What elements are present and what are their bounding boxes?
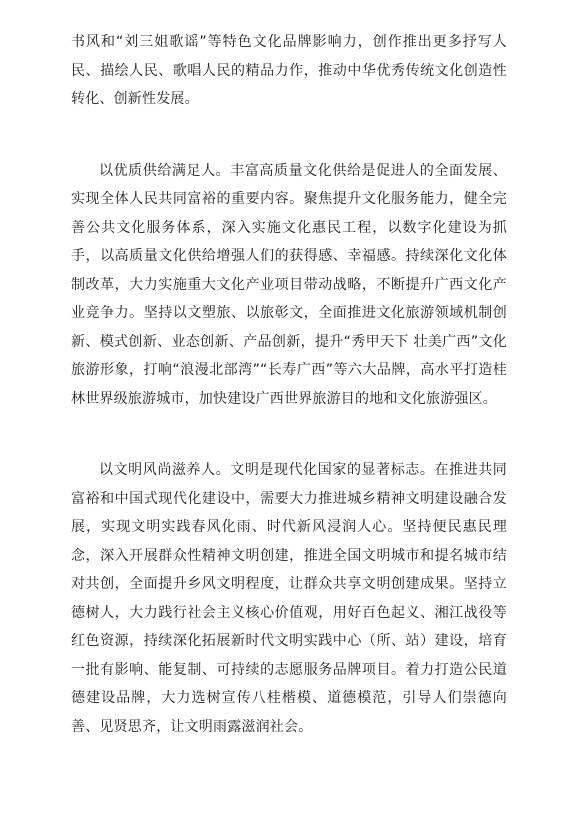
paragraph-civilization: 以文明风尚滋养人。文明是现代化国家的显著标志。在推进共同富裕和中国式现代化建设中，需要大力推进城乡精神文明建设融合发展，实现文明实践春风化雨、时代新风浸润人心。坚持便民惠民理念，深入开展群众性精神文明创建，推进全国文明城市和提名城市结对共创，全面提升乡风文明程度，让群众共享文明创建成果。坚持立德树人，大力践行社会主义核心价值观，用好百色起义、湘江战役等红色资源，持续深化拓展新时代文明实践中心（所、站）建设，培育一批有影响、能复制、可持续的志愿服务品牌项目。着力打造公民道德建设品牌，大力选树宣传八桂楷模、道德模范，引导人们崇德向善、见贤思齐，让文明雨露滋润社会。 [71,462,507,735]
paragraph-gap [71,413,507,456]
paragraph-quality-supply: 以优质供给满足人。丰富高质量文化供给是促进人的全面发展、实现全体人民共同富裕的重要内容。聚焦提升文化服务能力，健全完善公共文化服务体系，深入实施文化惠民工程，以数字化建设为抓手，以高质量文化供给增强人们的获得感、幸福感。持续深化文化体制改革，大力实施重大文化产业项目带动战略，不断提升广西文化产业竞争力。坚持以文塑旅、以旅彰文，全面推进文化旅游领域机制创新、模式创新、业态创新、产品创新，提升“秀甲天下 壮美广西”文化旅游形象，打响“浪漫北部湾”“长寿广西”等六大品牌，高水平打造桂林世界级旅游城市，加快建设广西世界旅游目的地和文化旅游强区。 [71,162,507,407]
paragraph-gap [71,114,507,157]
document-page [71,28,507,741]
paragraph-continuation: 书风和“刘三姐歌谣”等特色文化品牌影响力，创作推出更多抒写人民、描绘人民、歌唱人民的精品力作，推动中华优秀传统文化创造性转化、创新性发展。 [71,34,507,107]
